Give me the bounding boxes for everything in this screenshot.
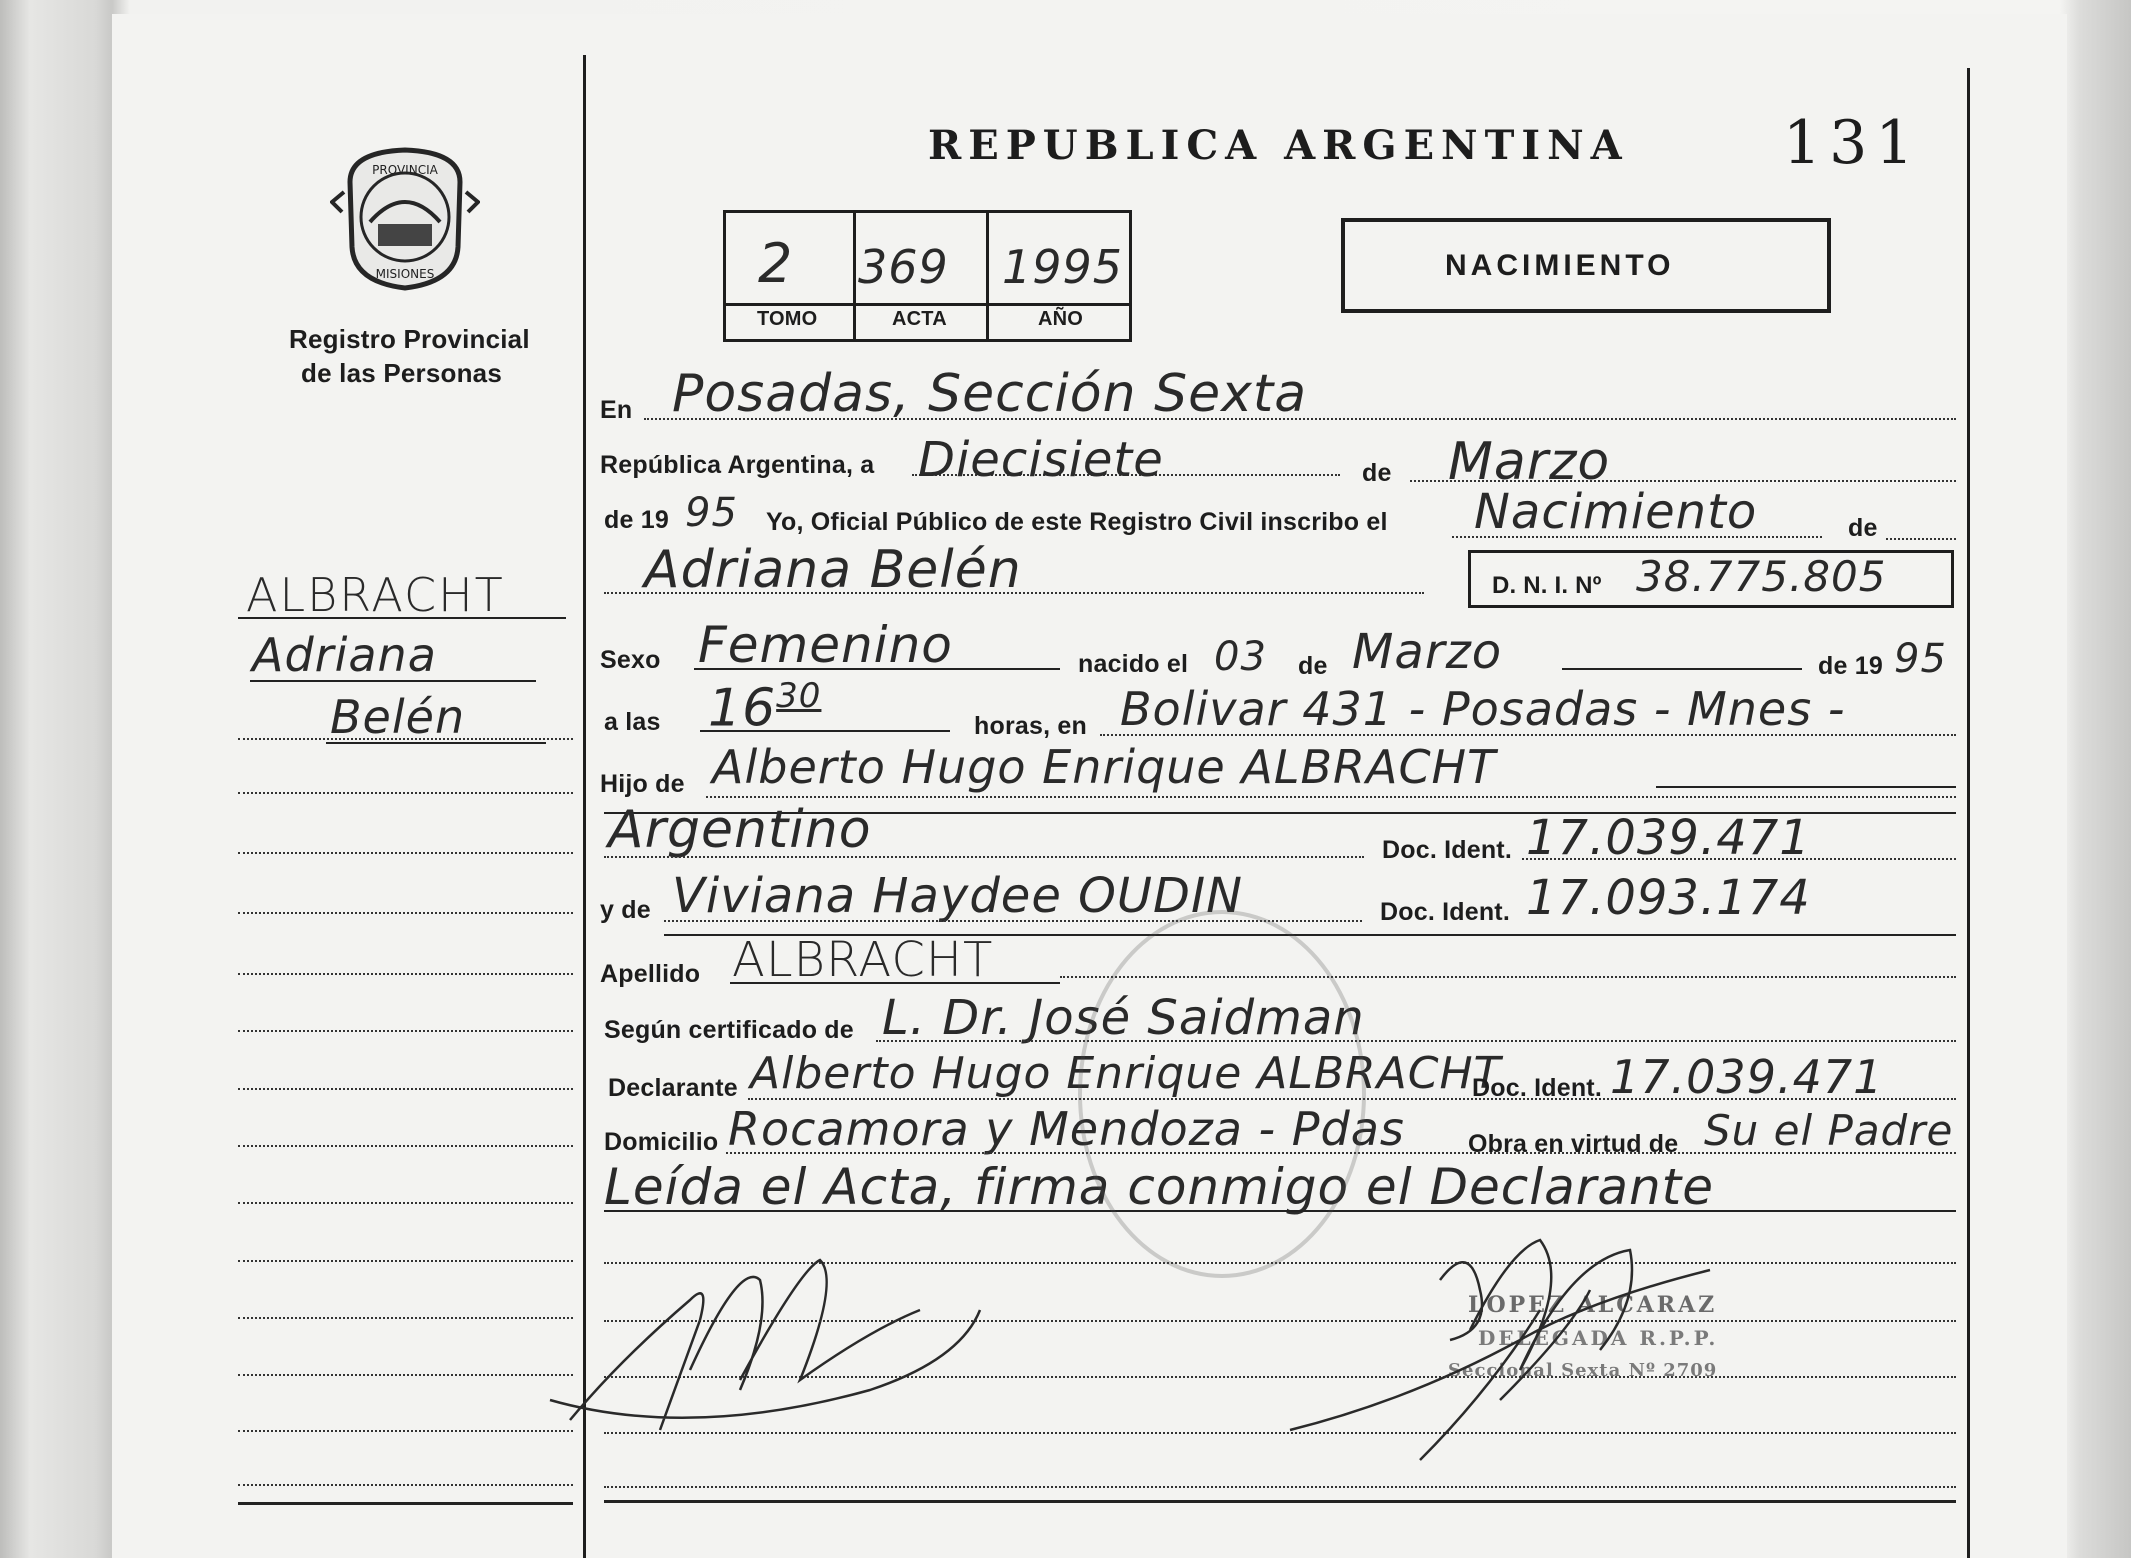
entry-declarante-doc: 17.039.471 <box>1610 1050 1884 1104</box>
entry-padre: Alberto Hugo Enrique ALBRACHT <box>712 740 1497 794</box>
line-de-right <box>1886 538 1956 540</box>
blank-line <box>604 1486 1956 1488</box>
line-certificado <box>876 1040 1956 1042</box>
margin-line <box>238 1145 573 1147</box>
margin-line <box>238 912 573 914</box>
right-frame-rule <box>1967 68 1970 1558</box>
entry-mes: Marzo <box>1448 432 1611 492</box>
entry-certificado: L. Dr. José Saidman <box>882 990 1365 1046</box>
label-nacido: nacido el <box>1078 650 1189 678</box>
margin-line <box>238 1484 573 1486</box>
ano-value: 1995 <box>1002 240 1124 294</box>
label-yo: Yo, Oficial Público de este Registro Civil inscribo el <box>766 508 1388 536</box>
entry-lugar-nac: Bolivar 431 - Posadas - Mnes - <box>1120 682 1846 736</box>
margin-bottom-rule <box>238 1502 573 1505</box>
margin-underline-3 <box>326 742 546 744</box>
tomo-label: TOMO <box>757 308 818 330</box>
margin-surname: ALBRACHT <box>246 568 505 622</box>
tomo-value: 2 <box>758 232 794 295</box>
margin-line <box>238 1088 573 1090</box>
margin-line <box>238 1202 573 1204</box>
margin-line <box>238 1430 573 1432</box>
line-sexo <box>694 668 1060 670</box>
line-mes-nac <box>1562 668 1802 670</box>
margin-given-1: Adriana <box>252 628 437 682</box>
entry-madre-doc: 17.093.174 <box>1526 870 1811 926</box>
margin-underline-2 <box>250 680 536 682</box>
registry-office-line1: Registro Provincial <box>289 324 530 354</box>
entry-anio: 95 <box>685 490 738 536</box>
entry-obra: Su el Padre <box>1704 1106 1954 1155</box>
entry-cierre: Leída el Acta, firma conmigo el Declarante <box>604 1158 1715 1216</box>
record-type-label: NACIMIENTO <box>1445 249 1675 282</box>
entry-acto: Nacimiento <box>1474 484 1758 540</box>
entry-madre: Viviana Haydee OUDIN <box>672 868 1244 924</box>
stamp-line1: LOPEZ ALCARAZ <box>1468 1292 1718 1318</box>
label-sexo: Sexo <box>600 646 661 674</box>
entry-dni: 38.775.805 <box>1636 552 1887 601</box>
label-de: de <box>1362 459 1392 487</box>
entry-hora <box>708 676 821 738</box>
official-signature <box>1270 1220 1730 1480</box>
entry-hora-minutes: 30 <box>776 676 822 716</box>
entry-domicilio: Rocamora y Mendoza - Pdas <box>728 1102 1405 1156</box>
entry-padre-nac: Argentino <box>608 800 872 860</box>
stamp-line2: DELEGADA R.P.P. <box>1478 1326 1719 1350</box>
label-horas: horas, en <box>974 712 1087 740</box>
label-domicilio: Domicilio <box>604 1128 719 1156</box>
margin-line <box>238 852 573 854</box>
entry-dia: Diecisiete <box>918 432 1164 488</box>
label-de-right: de <box>1848 514 1878 542</box>
country-title: REPUBLICA ARGENTINA <box>928 122 1629 169</box>
margin-line <box>238 1030 573 1032</box>
bottom-rule <box>604 1500 1956 1503</box>
label-yde: y de <box>600 896 651 924</box>
stamp-line3: Seccional Sexta Nº 2709 <box>1448 1360 1718 1381</box>
entry-mes-nac: Marzo <box>1352 624 1503 680</box>
label-de19b: de 19 <box>1818 652 1883 680</box>
margin-line <box>238 1317 573 1319</box>
margin-underline-1 <box>238 617 566 619</box>
declarant-signature <box>540 1240 1000 1440</box>
label-declarante: Declarante <box>608 1074 738 1102</box>
label-de-mid: de <box>1298 652 1328 680</box>
line-lugar-nac <box>1100 734 1956 736</box>
margin-line <box>238 792 573 794</box>
line-padre <box>706 796 1956 798</box>
line-hora <box>700 730 950 732</box>
entry-sexo: Femenino <box>698 616 953 674</box>
line-apellido <box>730 982 1060 984</box>
label-apellido: Apellido <box>600 960 701 988</box>
label-hijo: Hijo de <box>600 770 685 798</box>
entry-padre-doc: 17.039.471 <box>1526 810 1811 866</box>
label-dni: D. N. I. Nº <box>1492 572 1602 599</box>
page-number: 131 <box>1783 108 1922 178</box>
entry-hora-value: 16 <box>708 678 777 739</box>
margin-line <box>238 973 573 975</box>
label-alas: a las <box>604 708 661 736</box>
label-segun: Según certificado de <box>604 1016 854 1044</box>
label-docident2: Doc. Ident. <box>1380 898 1510 926</box>
svg-text:MISIONES: MISIONES <box>375 267 435 281</box>
margin-given-2: Belén <box>330 690 466 744</box>
line-padre-doc <box>1522 858 1956 860</box>
acta-value: 369 <box>858 240 949 294</box>
label-republica: República Argentina, a <box>600 451 875 479</box>
margin-line <box>238 1374 573 1376</box>
label-docident1: Doc. Ident. <box>1382 836 1512 864</box>
margin-line <box>238 738 573 740</box>
label-en: En <box>600 396 633 424</box>
ano-label: AÑO <box>1038 308 1084 330</box>
entry-declarante: Alberto Hugo Enrique ALBRACHT <box>750 1048 1502 1099</box>
entry-apellido: ALBRACHT <box>732 932 994 988</box>
registry-office-line2: de las Personas <box>301 358 502 388</box>
entry-nombre: Adriana Belén <box>644 540 1022 600</box>
acta-label: ACTA <box>892 308 947 330</box>
label-de19: de 19 <box>604 506 669 534</box>
line-padre-nac <box>604 856 1364 858</box>
entry-lugar: Posadas, Sección Sexta <box>672 364 1308 424</box>
svg-text:PROVINCIA: PROVINCIA <box>372 163 438 177</box>
misiones-seal <box>330 142 480 292</box>
entry-anio-nac: 95 <box>1894 636 1947 682</box>
label-obra: Obra en virtud de <box>1468 1130 1679 1158</box>
entry-dia-nac: 03 <box>1214 634 1267 680</box>
margin-line <box>238 1260 573 1262</box>
label-docident3: Doc. Ident. <box>1472 1074 1602 1102</box>
line-padre-end <box>1656 786 1956 788</box>
